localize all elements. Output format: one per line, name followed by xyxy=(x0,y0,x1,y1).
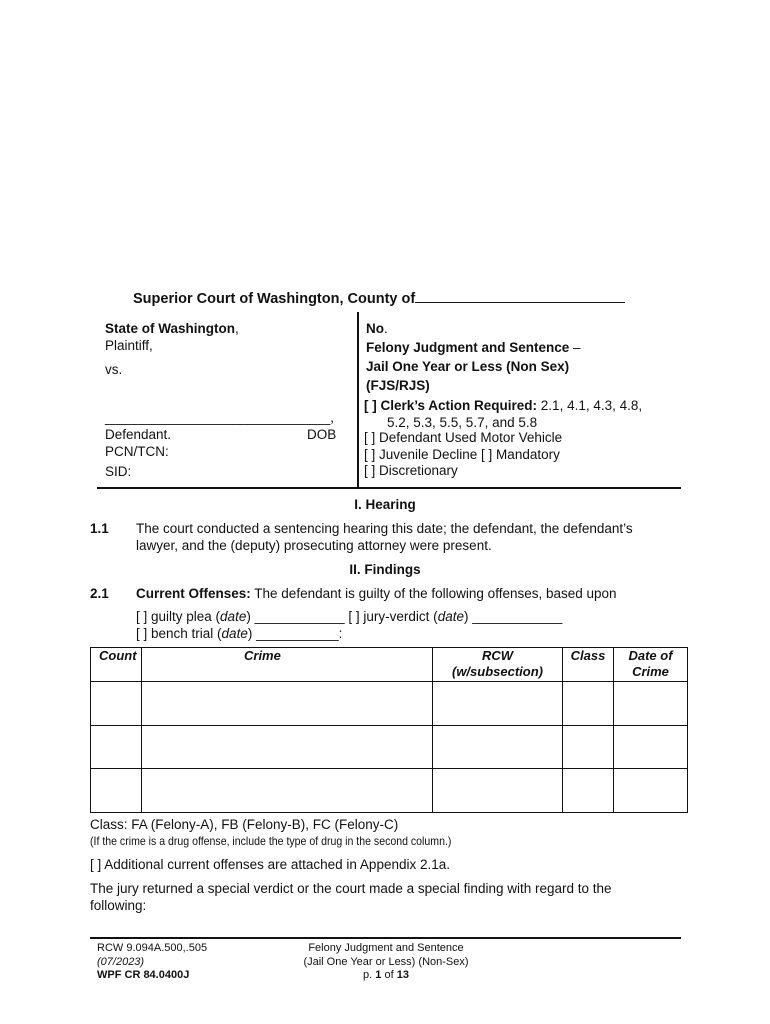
count-cell[interactable] xyxy=(91,769,142,813)
table-row xyxy=(91,769,688,813)
pcn-label: PCN/TCN: xyxy=(105,444,169,459)
county-blank[interactable] xyxy=(415,288,625,303)
state-name: State of Washington xyxy=(105,321,235,336)
footer-date: (07/2023) xyxy=(97,956,145,968)
current-offenses-line xyxy=(136,586,617,601)
form-title-text: Felony Judgment and Sentence xyxy=(366,340,570,355)
date-cell[interactable] xyxy=(614,769,688,813)
clerk-action-label: Clerk’s Action Required: xyxy=(380,398,538,413)
caption-divider xyxy=(357,312,359,488)
crime-cell[interactable] xyxy=(142,769,433,813)
header-rcw-line2: (w/subsection) xyxy=(451,664,543,679)
bench-trial-checkbox: [ ] bench trial ( xyxy=(136,626,222,641)
hearing-text-line1: The court conducted a sentencing hearing this date; the defendant, the defendant’s xyxy=(136,521,633,536)
jury-verdict-date-blank: ) ____________ xyxy=(463,609,563,624)
clerk-action-checkbox[interactable]: [ ] xyxy=(364,398,377,413)
current-offenses-label: Current Offenses: xyxy=(136,586,251,601)
plea-line[interactable] xyxy=(136,609,562,624)
footer-title1: Felony Judgment and Sentence xyxy=(308,942,464,954)
header-count: Count xyxy=(91,648,142,682)
clerk-action-values-2: 5.2, 5.3, 5.5, 5.7, and 5.8 xyxy=(387,415,538,430)
form-title-dash: – xyxy=(569,340,581,355)
motor-vehicle-checkbox[interactable]: [ ] Defendant Used Motor Vehicle xyxy=(364,430,563,445)
state-label xyxy=(105,321,239,336)
count-cell[interactable] xyxy=(91,682,142,726)
footer-title2: (Jail One Year or Less) (Non-Sex) xyxy=(303,956,469,968)
count-cell[interactable] xyxy=(91,725,142,769)
form-title-line3: (FJS/RJS) xyxy=(366,378,430,393)
header-crime: Crime xyxy=(142,648,433,682)
clerk-action-values-1: 2.1, 4.1, 4.3, 4.8, xyxy=(537,398,643,413)
header-date xyxy=(614,648,688,682)
page-of: of xyxy=(381,969,397,981)
class-cell[interactable] xyxy=(563,769,614,813)
footer-form-number: WPF CR 84.0400J xyxy=(97,969,190,981)
section-2-1-number: 2.1 xyxy=(90,586,109,601)
vs-label: vs. xyxy=(105,362,123,377)
date-cell[interactable] xyxy=(614,725,688,769)
plaintiff-label: Plaintiff, xyxy=(105,338,153,353)
discretionary-checkbox[interactable]: [ ] Discretionary xyxy=(364,463,458,478)
header-class: Class xyxy=(563,648,614,682)
offenses-table-header xyxy=(91,648,688,682)
header-rcw xyxy=(433,648,563,682)
page-total: 13 xyxy=(396,969,409,981)
section-hearing-heading: I. Hearing xyxy=(354,497,416,512)
bench-trial-date-blank: ) ___________: xyxy=(247,626,343,641)
page-number: 1 xyxy=(375,969,382,981)
hearing-text-line2: lawyer, and the (deputy) prosecuting attorney were present. xyxy=(136,538,492,553)
caption-bottom-rule xyxy=(97,487,681,489)
page-prefix: p. xyxy=(363,969,376,981)
guilty-plea-date-word: date xyxy=(220,609,247,624)
court-title-text: Superior Court of Washington, County of xyxy=(133,291,416,307)
defendant-name-line[interactable]: ______________________________, xyxy=(105,410,334,425)
header-date-line1: Date of xyxy=(628,648,673,663)
form-title-line2: Jail One Year or Less (Non Sex) xyxy=(366,359,570,374)
footer-rcw: RCW 9.094A.500,.505 xyxy=(97,942,208,954)
class-legend: Class: FA (Felony-A), FB (Felony-B), FC (Felony-C) xyxy=(90,817,399,832)
sid-label: SID: xyxy=(105,464,132,479)
bench-trial-line[interactable] xyxy=(136,626,342,641)
clerk-action xyxy=(364,398,642,413)
footer-page xyxy=(0,969,770,981)
section-findings-heading: II. Findings xyxy=(349,562,421,577)
class-cell[interactable] xyxy=(563,725,614,769)
additional-offenses-checkbox[interactable]: [ ] Additional current offenses are attached in Appendix 2.1a. xyxy=(90,857,450,872)
form-title-line1 xyxy=(366,340,581,355)
table-row xyxy=(91,725,688,769)
case-number-dot: . xyxy=(384,321,388,336)
rcw-cell[interactable] xyxy=(433,682,563,726)
special-verdict-line1: The jury returned a special verdict or the court made a special finding with regard to the xyxy=(90,881,612,896)
case-number xyxy=(366,321,388,336)
bench-trial-date-word: date xyxy=(221,626,248,641)
court-title xyxy=(133,288,625,307)
dob-label: DOB xyxy=(307,427,337,442)
header-rcw-line1: RCW xyxy=(481,648,514,663)
guilty-plea-checkbox: [ ] guilty plea ( xyxy=(136,609,221,624)
rcw-cell[interactable] xyxy=(433,725,563,769)
class-cell[interactable] xyxy=(563,682,614,726)
header-date-line2: Crime xyxy=(632,664,669,679)
table-row xyxy=(91,682,688,726)
crime-cell[interactable] xyxy=(142,682,433,726)
section-1-1-number: 1.1 xyxy=(90,521,109,536)
juvenile-decline-checkbox[interactable]: [ ] Juvenile Decline [ ] Mandatory xyxy=(364,447,560,462)
current-offenses-text: The defendant is guilty of the following offenses, based upon xyxy=(250,586,617,601)
footer-rule xyxy=(90,937,681,939)
crime-cell[interactable] xyxy=(142,725,433,769)
state-comma: , xyxy=(235,321,239,336)
offenses-table xyxy=(90,647,688,813)
drug-note: (If the crime is a drug offense, include the type of drug in the second column.) xyxy=(90,834,452,848)
special-verdict-line2: following: xyxy=(90,898,147,913)
case-number-label: No xyxy=(366,321,384,336)
defendant-label: Defendant. xyxy=(105,427,172,442)
jury-verdict-date-word: date xyxy=(437,609,464,624)
rcw-cell[interactable] xyxy=(433,769,563,813)
jury-verdict-checkbox: ) ____________ [ ] jury-verdict ( xyxy=(246,609,438,624)
date-cell[interactable] xyxy=(614,682,688,726)
